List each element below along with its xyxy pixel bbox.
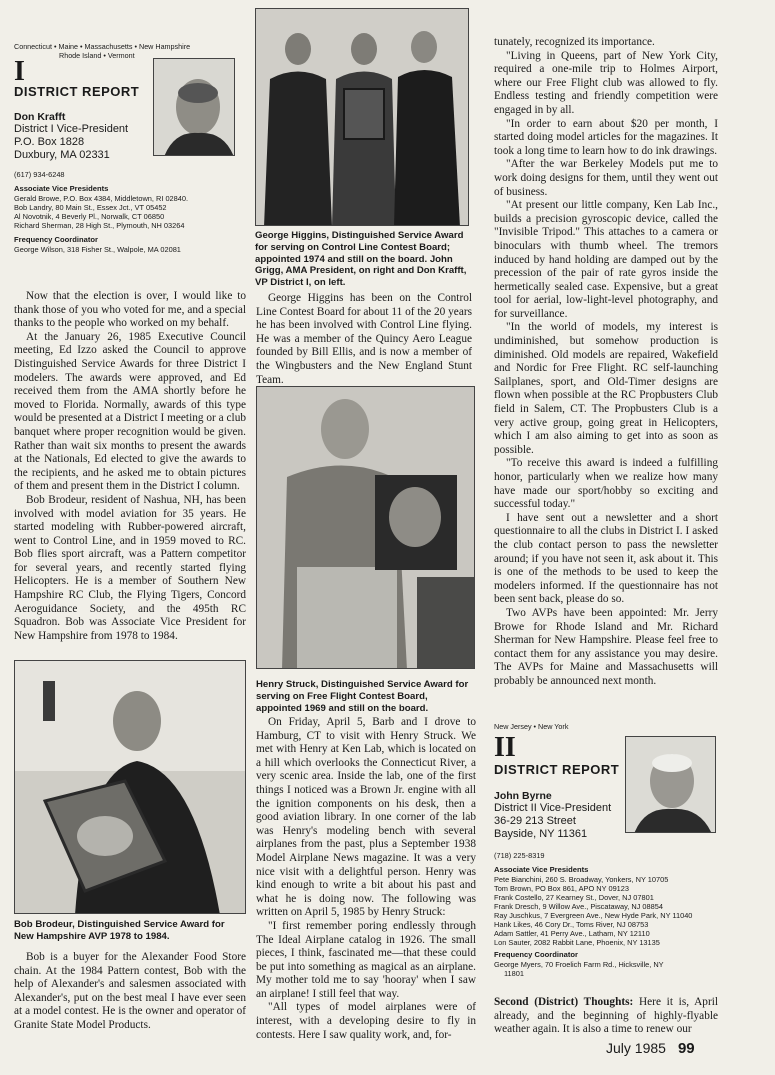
paragraph: Two AVPs have been appointed: Mr. Jerry Browe for Rhode Island and Mr. Richard Sherman for New Hampshire. Please feel free to contact them for any assistance you may desire. The AVPs for Maine and Massachusetts will probably be announced next month. [494, 606, 718, 687]
paragraph: "I first remember poring endlessly through The Ideal Airplane catalog in 1926. The small pieces, I think, fascinated me—that these could be put into something as magical as an airplane. My mother told me to say 'hooray' when I saw an airplane! I still feel that way. [256, 919, 476, 1000]
paragraph: "To receive this award is indeed a fulfilling honor, particularly when we realize how many have made our sport/hobby so exciting and successful today." [494, 457, 718, 511]
page-number: 99 [677, 1040, 695, 1057]
district2-avp-block: Associate Vice Presidents Pete Bianchini, 260 S. Broadway, Yonkers, NY 10705 Tom Brown, PO Box 861, APO NY 09123 Frank Costello, 27 Kearney St., Dover, NJ 07801 Frank Dresch, 9 Willow Ave., Piscataway, NJ 08854 Ray Juschkus, 7 Evergreen Ave., New Hyde Park, NY 11040 Hank Likes, 46 Cory Dr., Toms River, NJ 08753 Adam Sattler, 41 Perry Ave., Latham, NY 12110 Lon Sauter, 2082 Rabbit Lane, Phoenix, NY 13135 Frequency Coordinator George Myers, 70 Froelich Farm Rd., Hicksville, NY 11801 [494, 865, 693, 978]
paragraph: "All types of model airplanes were of interest, with a developing desire to fly in contests. Here I saw quality work, and, for- [256, 1001, 476, 1041]
struck-caption: Henry Struck, Distinguished Service Award for serving on Free Flight Contest Board, appointed 1969 and still on the board. [256, 679, 469, 714]
paragraph: "In order to earn about $20 per month, I started doing model articles for the magazines. It took a long time to learn how to do ink drawings. [494, 117, 718, 157]
paragraph: Bob Brodeur, resident of Nashua, NH, has been involved with model aviation for 35 years. He started modeling with Rubber-powered aircraft, went to Control Line, and in 1959 moved to RC. Bob flies sport aircraft, was a Pattern competitor for several years, and recently started flying Helicopters. He is a member of Southern New Hampshire RC Club, the Flying Tigers, Concord Aeroguidance Society, and the 495th RC Squadron. Bob was Associate Vice President for New Hampshire from 1978 to 1984. [14, 493, 246, 642]
district1-states: Connecticut • Maine • Massachusetts • New Hampshire Rhode Island • Vermont [14, 42, 191, 60]
paragraph: Bob is a buyer for the Alexander Food Store chain. At the 1984 Pattern contest, Bob with the help of Alexander's and salesmen associated with Alexander's, put on the best meal I have ever seen at a model contest. He is the owner and operator of Granite State Model Products. [14, 951, 246, 1031]
byrne-portrait [625, 736, 716, 833]
column1-text [14, 290, 246, 643]
column2-bottom-text [256, 716, 476, 1042]
paragraph: George Higgins has been on the Control Line Contest Board for about 11 of the 20 years he has been involved with Control Line flying. He was a member of the Quincy Aero League founded by Bill Ellis, and is now a member of the Wingbusters and the New England Stunt Team. [256, 292, 472, 386]
district2-title: DISTRICT REPORT [494, 762, 620, 777]
column2-text [256, 292, 472, 387]
district2-phone: (718) 225-8319 [494, 851, 545, 860]
paragraph: Now that the election is over, I would like to thank those of you who voted for me, and a special thanks to the people who worked on my behalf. [14, 290, 246, 330]
paragraph: "At present our little company, Ken Lab Inc., builds a precision gyroscopic device, called the "Invisible Tripod." This attaches to a camera or binoculars with thumb wheel. The tremors induced by hand holding are damped out by the precession of the pair of rate gyros inside the hermetically sealed case. Expensive, but a great tool for aerial, low-light-level photography, and for surveillance. [494, 199, 718, 320]
paragraph: Second (District) Thoughts: Here it is, April already, and the beginning of highly-flyable weather again. It is also a time to renew our [494, 996, 718, 1036]
column3-text [494, 36, 718, 689]
paragraph: "In the world of models, my interest is undiminished, but somehow production is diminished. Old models are repaired, Wakefield and Nordic for Free Flight. RC self-launching Sailplanes, sport, and Old-Timer designs are flown when possible at the RC Propbusters Club field in Salem, CT. The Propbusters Club is a very active group, going great in Helicopters, which I am also aiming to get into as soon as possible. [494, 321, 718, 456]
brodeur-caption: Bob Brodeur, Distinguished Service Award for New Hampshire AVP 1978 to 1984. [14, 919, 225, 942]
district2-lead-text [494, 996, 718, 1037]
paragraph: "Living in Queens, part of New York City, required a one-mile trip to Holmes Airport, where our Free Flight club was allowed to fly. Endless testing and friendly competition were engaged in by all. [494, 49, 718, 116]
issue-date: July 1985 [606, 1040, 666, 1056]
paragraph: At the January 26, 1985 Executive Council meeting, Ed Izzo asked the Council to approve Distinguished Service Awards for three District I modelers. The awards were approved, and Ed received them from the AMA shortly before he moved to Florida. Normally, awards of this type would be presented at a District I meeting or a club banquet where proper recognition would be given. Rather than wait six months to present the awards at the Nationals, Ed elected to give the awards to the recipients, and he asked me to obtain pictures of them and present them in the District I column. [14, 330, 246, 493]
district1-avp-block: Associate Vice Presidents Gerald Browe, P.O. Box 4384, Middletown, RI 02840. Bob Landry, 80 Main St., Essex Jct., VT 05452 Al Novotnik, 4 Beverly Pl., Norwalk, CT 06850 Richard Sherman, 28 High St., Plymouth, NH 03264 Frequency Coordinator George Wilson, 318 Fisher St., Walpole, MA 02081 [14, 184, 189, 254]
district1-phone: (617) 934-6248 [14, 170, 65, 179]
district2-states: New Jersey • New York [494, 722, 569, 731]
district1-number: I [14, 56, 25, 87]
paragraph: On Friday, April 5, Barb and I drove to Hamburg, CT to visit with Henry Struck. We met with Henry at Ken Lab, which is located on a hill which overlooks the Connecticut River, a very scenic area. Inside the lab, one of the first things I noticed was a Brown Jr. engine with all the ignition components on his desk, then a good aviation library. In one corner of the lab was Henry's modeling bench with several airplanes from the past, plus a September 1938 Model Airplane News magazine. It was a very nice visit with a delightful person. Henry was kind enough to write a bit about his past and what he is doing now. The following was written on April 5, 1985 by Henry Struck: [256, 716, 476, 919]
district1-vp: Don Krafft District I Vice-President P.O. Box 1828 Duxbury, MA 02331 [14, 111, 129, 161]
district2-number: II [494, 732, 516, 763]
paragraph: tunately, recognized its importance. [494, 36, 655, 48]
paragraph: "After the war Berkeley Models put me to work doing designs for them, until they went out of business. [494, 158, 718, 198]
district2-vp: John Byrne District II Vice-President 36-29 213 Street Bayside, NY 11361 [494, 790, 612, 840]
higgins-caption: George Higgins, Distinguished Service Award for serving on Control Line Contest Board; appointed 1974 and still on the board. John Grigg, AMA President, on right and Don Krafft, VP District I, on left. [255, 230, 467, 289]
page-footer [606, 1040, 695, 1057]
paragraph: I have sent out a newsletter and a short questionnaire to all the clubs in District I. I asked the club contact person to pass the newsletter around; if you have not seen it, ask about it. This is one of the methods to be used to keep the modelers informed. If the questionnaire has not been sent back, please do so. [494, 511, 718, 606]
krafft-portrait [153, 58, 235, 156]
district1-title: DISTRICT REPORT [14, 84, 140, 99]
struck-photo [256, 386, 475, 669]
column1-bottom-text [14, 951, 246, 1033]
brodeur-photo [14, 660, 246, 914]
higgins-photo [255, 8, 469, 226]
